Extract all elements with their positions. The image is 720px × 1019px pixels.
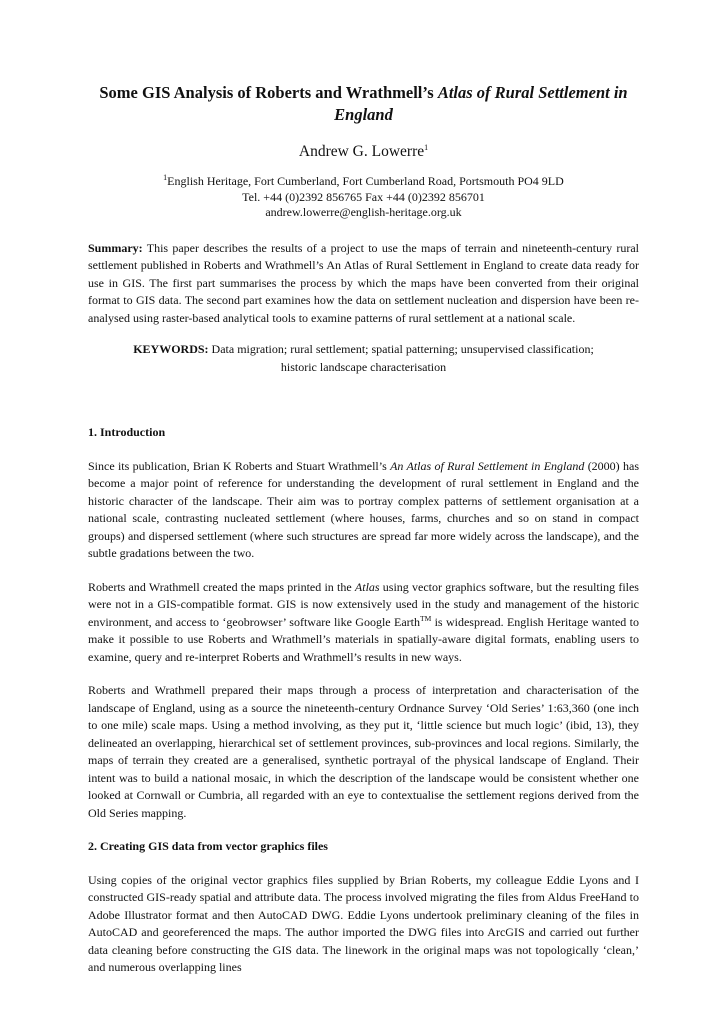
section-heading-introduction: 1. Introduction: [88, 425, 166, 439]
intro-paragraph-2: Roberts and Wrathmell created the maps printed in the Atlas using vector graphics software, but the resulting files were not in a GIS-compatible format. GIS is now extensively used in the study and management of the historic environment, and access to ‘geobrowser’ software like Google Earth™ is widespread. English Heritage wanted to make it possible to use Roberts and Wrathmell’s materials in spatially-aware digital formats, enabling users to examine, query and re-interpret Roberts and Wrathmell’s results in new ways.: [88, 579, 639, 664]
keywords-block: KEYWORDS: Data migration; rural settlement; spatial patterning; unsupervised classification; historic landscape characterisation: [133, 342, 594, 374]
trademark-mark: TM: [419, 613, 432, 623]
title-atlas-italic: Atlas of Rural Settlement in England: [334, 83, 628, 124]
intro-paragraph-3: Roberts and Wrathmell prepared their maps through a process of interpretation and characterisation of the landscape of England, using as a source the nineteenth-century Ordnance Survey ‘Old Series’ 1:63,360 (one inch to one mile) scale maps. Using a method involving, as they put it, ‘little science but much logic’ (ibid, 13), they delineated an overlapping, hierarchical set of settlement provinces, sub-provinces and local regions. Similarly, the maps of terrain they created are a generalised, synthetic portrayal of the physical landscape of England. Their intent was to build a national mosaic, in which the description of the landscape would be consistent whether one looked at Cornwall or Cumbria, all regarded with an eye to contextualise the settlement regions derived from the Old Series mapping.: [88, 683, 639, 820]
paper-page: [88, 82, 639, 977]
paper-title: Some GIS Analysis of Roberts and Wrathmell’s Atlas of Rural Settlement in England: [99, 83, 628, 124]
section-heading-gis-data: 2. Creating GIS data from vector graphics files: [88, 839, 328, 853]
affiliation-phone: Tel. +44 (0)2392 856765 Fax +44 (0)2392 856701: [242, 189, 485, 204]
affiliation-block: [88, 174, 639, 221]
gis-paragraph-1: Using copies of the original vector graphics files supplied by Brian Roberts, my colleague Eddie Lyons and I constructed GIS-ready spatial and attribute data. The process involved migrating the files from Aldus FreeHand to Adobe Illustrator format and then AutoCAD DWG. Eddie Lyons undertook preliminary cleaning of the files in AutoCAD and georeferenced the maps. The author imported the DWG files into ArcGIS and carried out further data cleaning before constructing the GIS data. The linework in the original maps was not topologically ‘clean,’ and numerous overlapping lines: [88, 872, 639, 974]
affiliation-address: $^1$English Heritage, Fort Cumberland, Fort Cumberland Road, Portsmouth PO4 9LD: [163, 173, 564, 188]
summary-label: Summary:: [88, 240, 143, 255]
intro-paragraph-1: Since its publication, Brian K Roberts and Stuart Wrathmell’s An Atlas of Rural Settlement in England (2000) has become a major point of reference for understanding the development of rural settlement in England and the historic character of the landscape. Their aim was to portray complex patterns of settlement organisation at a national scale, contrasting nucleated settlement (where houses, farms, churches and so on stand in compact groups) and dispersed settlement (where such structures are spread far more widely across the landscape), and the subtle gradations between the two.: [88, 458, 639, 560]
author-line: [88, 142, 639, 162]
affiliation-email: andrew.lowerre@english-heritage.org.uk: [265, 205, 462, 219]
keywords-label: KEYWORDS:: [133, 342, 209, 356]
summary-paragraph: Summary: This paper describes the results of a project to use the maps of terrain and nineteenth-century rural settlement published in Roberts and Wrathmell’s An Atlas of Rural Settlement in England to create data ready for use in GIS. The first part summarises the process by which the maps have been converted from their original format to GIS data. The second part examines how the data on settlement nucleation and dispersion have been re-analysed using raster-based analytical tools to examine patterns of rural settlement at a national scale.: [88, 240, 639, 325]
author-name: Andrew G. Lowerre: [298, 143, 425, 160]
author-affiliation-mark: 1: [424, 142, 429, 152]
